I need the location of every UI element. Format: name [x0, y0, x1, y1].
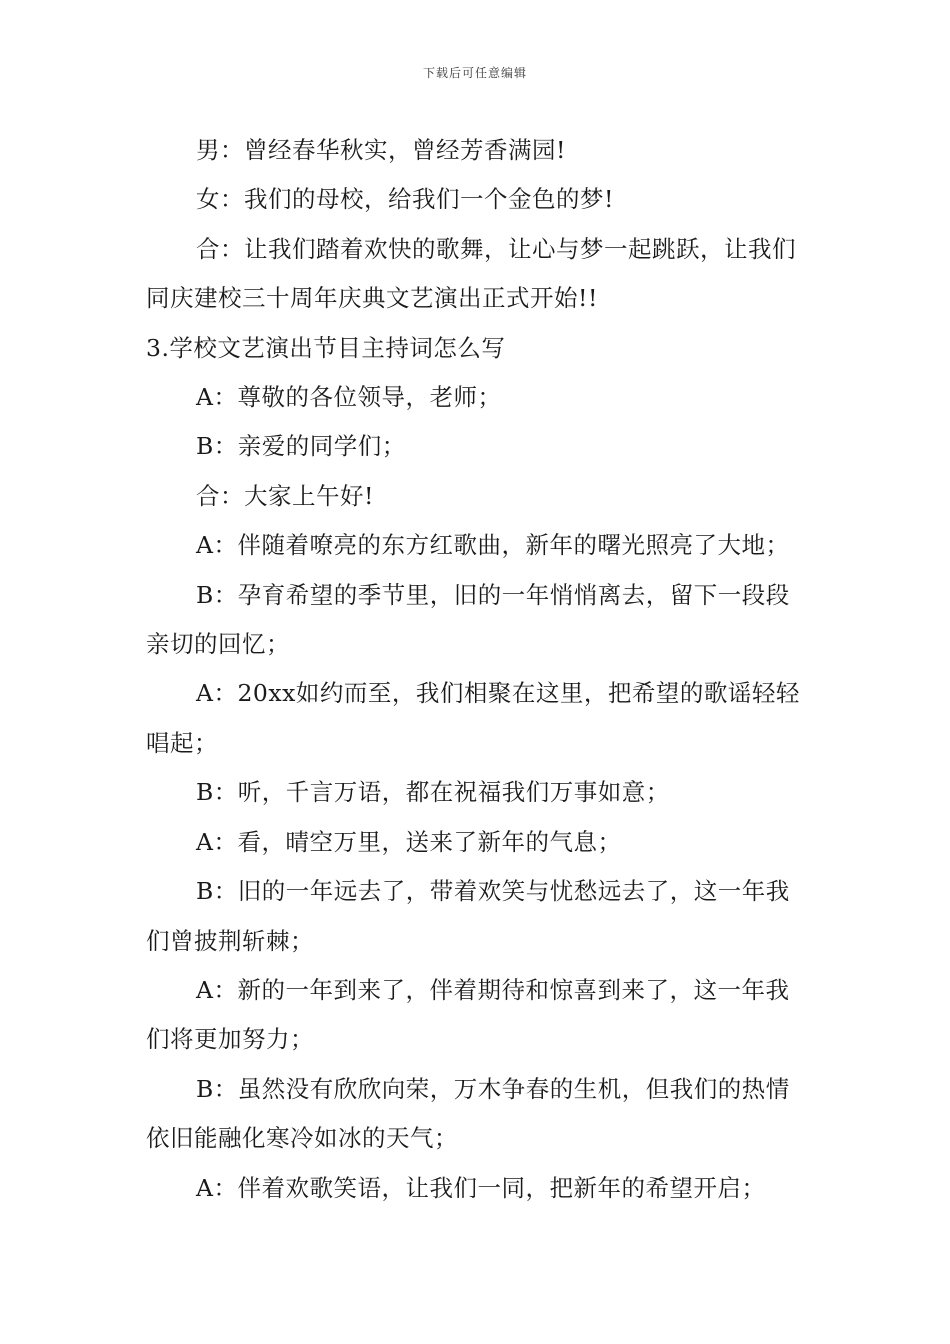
paragraph: B：亲爱的同学们；	[196, 432, 406, 461]
section-heading: 3.学校文艺演出节目主持词怎么写	[146, 333, 506, 362]
paragraph: A：20xx如约而至，我们相聚在这里，把希望的歌谣轻轻唱起；	[146, 679, 800, 757]
paragraph: A：新的一年到来了，伴着期待和惊喜到来了，这一年我们将更加努力；	[146, 975, 790, 1054]
paragraph: A：尊敬的各位领导，老师；	[196, 383, 502, 412]
document-body	[146, 126, 810, 1213]
page-header: 下载后可任意编辑	[422, 66, 527, 80]
paragraph: B：虽然没有欣欣向荣，万木争春的生机，但我们的热情依旧能融化寒冷如冰的天气；	[146, 1074, 790, 1153]
paragraph: A：伴随着嘹亮的东方红歌曲，新年的曙光照亮了大地；	[196, 531, 790, 560]
paragraph: 合：大家上午好!	[196, 481, 374, 510]
paragraph: B：孕育希望的季节里，旧的一年悄悄离去，留下一段段亲切的回忆；	[146, 580, 790, 659]
paragraph: B：旧的一年远去了，带着欢笑与忧愁远去了，这一年我们曾披荆斩棘；	[146, 877, 790, 955]
paragraph: A：看，晴空万里，送来了新年的气息；	[196, 827, 622, 856]
paragraph: 女：我们的母校，给我们一个金色的梦!	[196, 185, 614, 214]
paragraph: B：听，千言万语，都在祝福我们万事如意；	[196, 778, 670, 807]
paragraph: 男：曾经春华秋实，曾经芳香满园!	[196, 136, 566, 164]
paragraph: A：伴着欢歌笑语，让我们一同，把新年的希望开启；	[196, 1173, 766, 1202]
paragraph: 合：让我们踏着欢快的歌舞，让心与梦一起跳跃，让我们同庆建校三十周年庆典文艺演出正式开始!!	[146, 234, 796, 313]
